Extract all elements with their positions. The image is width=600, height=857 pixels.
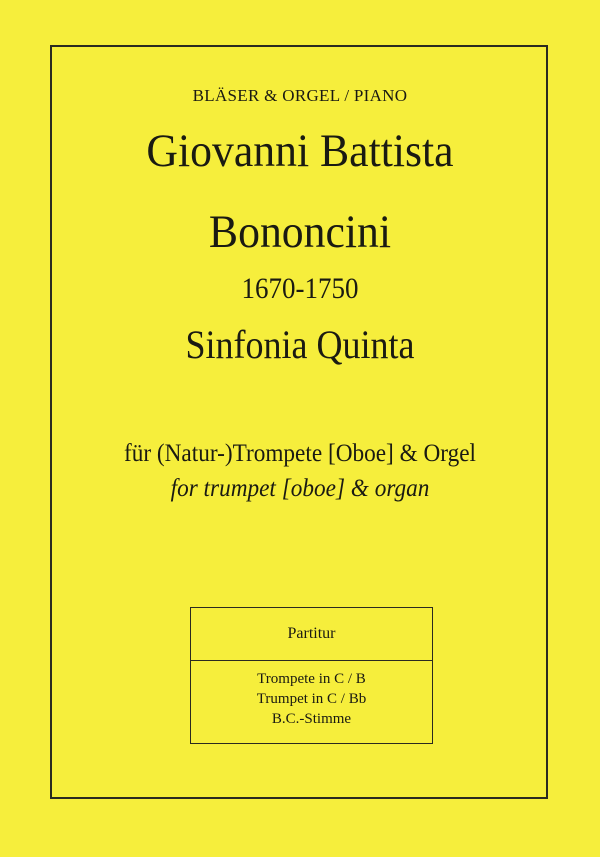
composer-first-names: Giovanni Battista bbox=[146, 125, 454, 177]
contents-box bbox=[190, 607, 433, 744]
composer-dates: 1670-1750 bbox=[241, 272, 359, 305]
work-title: Sinfonia Quinta bbox=[185, 322, 415, 367]
contents-header: Partitur bbox=[191, 608, 432, 661]
composer-surname: Bononcini bbox=[208, 206, 392, 258]
instrumentation-english: for trumpet [oboe] & organ bbox=[170, 475, 430, 502]
contents-item-bc-part: B.C.-Stimme bbox=[271, 711, 352, 727]
contents-item-trumpet: Trumpet in C / Bb bbox=[256, 691, 367, 707]
contents-list bbox=[191, 661, 432, 729]
contents-item-trompete: Trompete in C / B bbox=[257, 671, 366, 687]
series-label: BLÄSER & ORGEL / PIANO bbox=[192, 86, 408, 105]
instrumentation-german: für (Natur-)Trompete [Oboe] & Orgel bbox=[123, 440, 477, 467]
